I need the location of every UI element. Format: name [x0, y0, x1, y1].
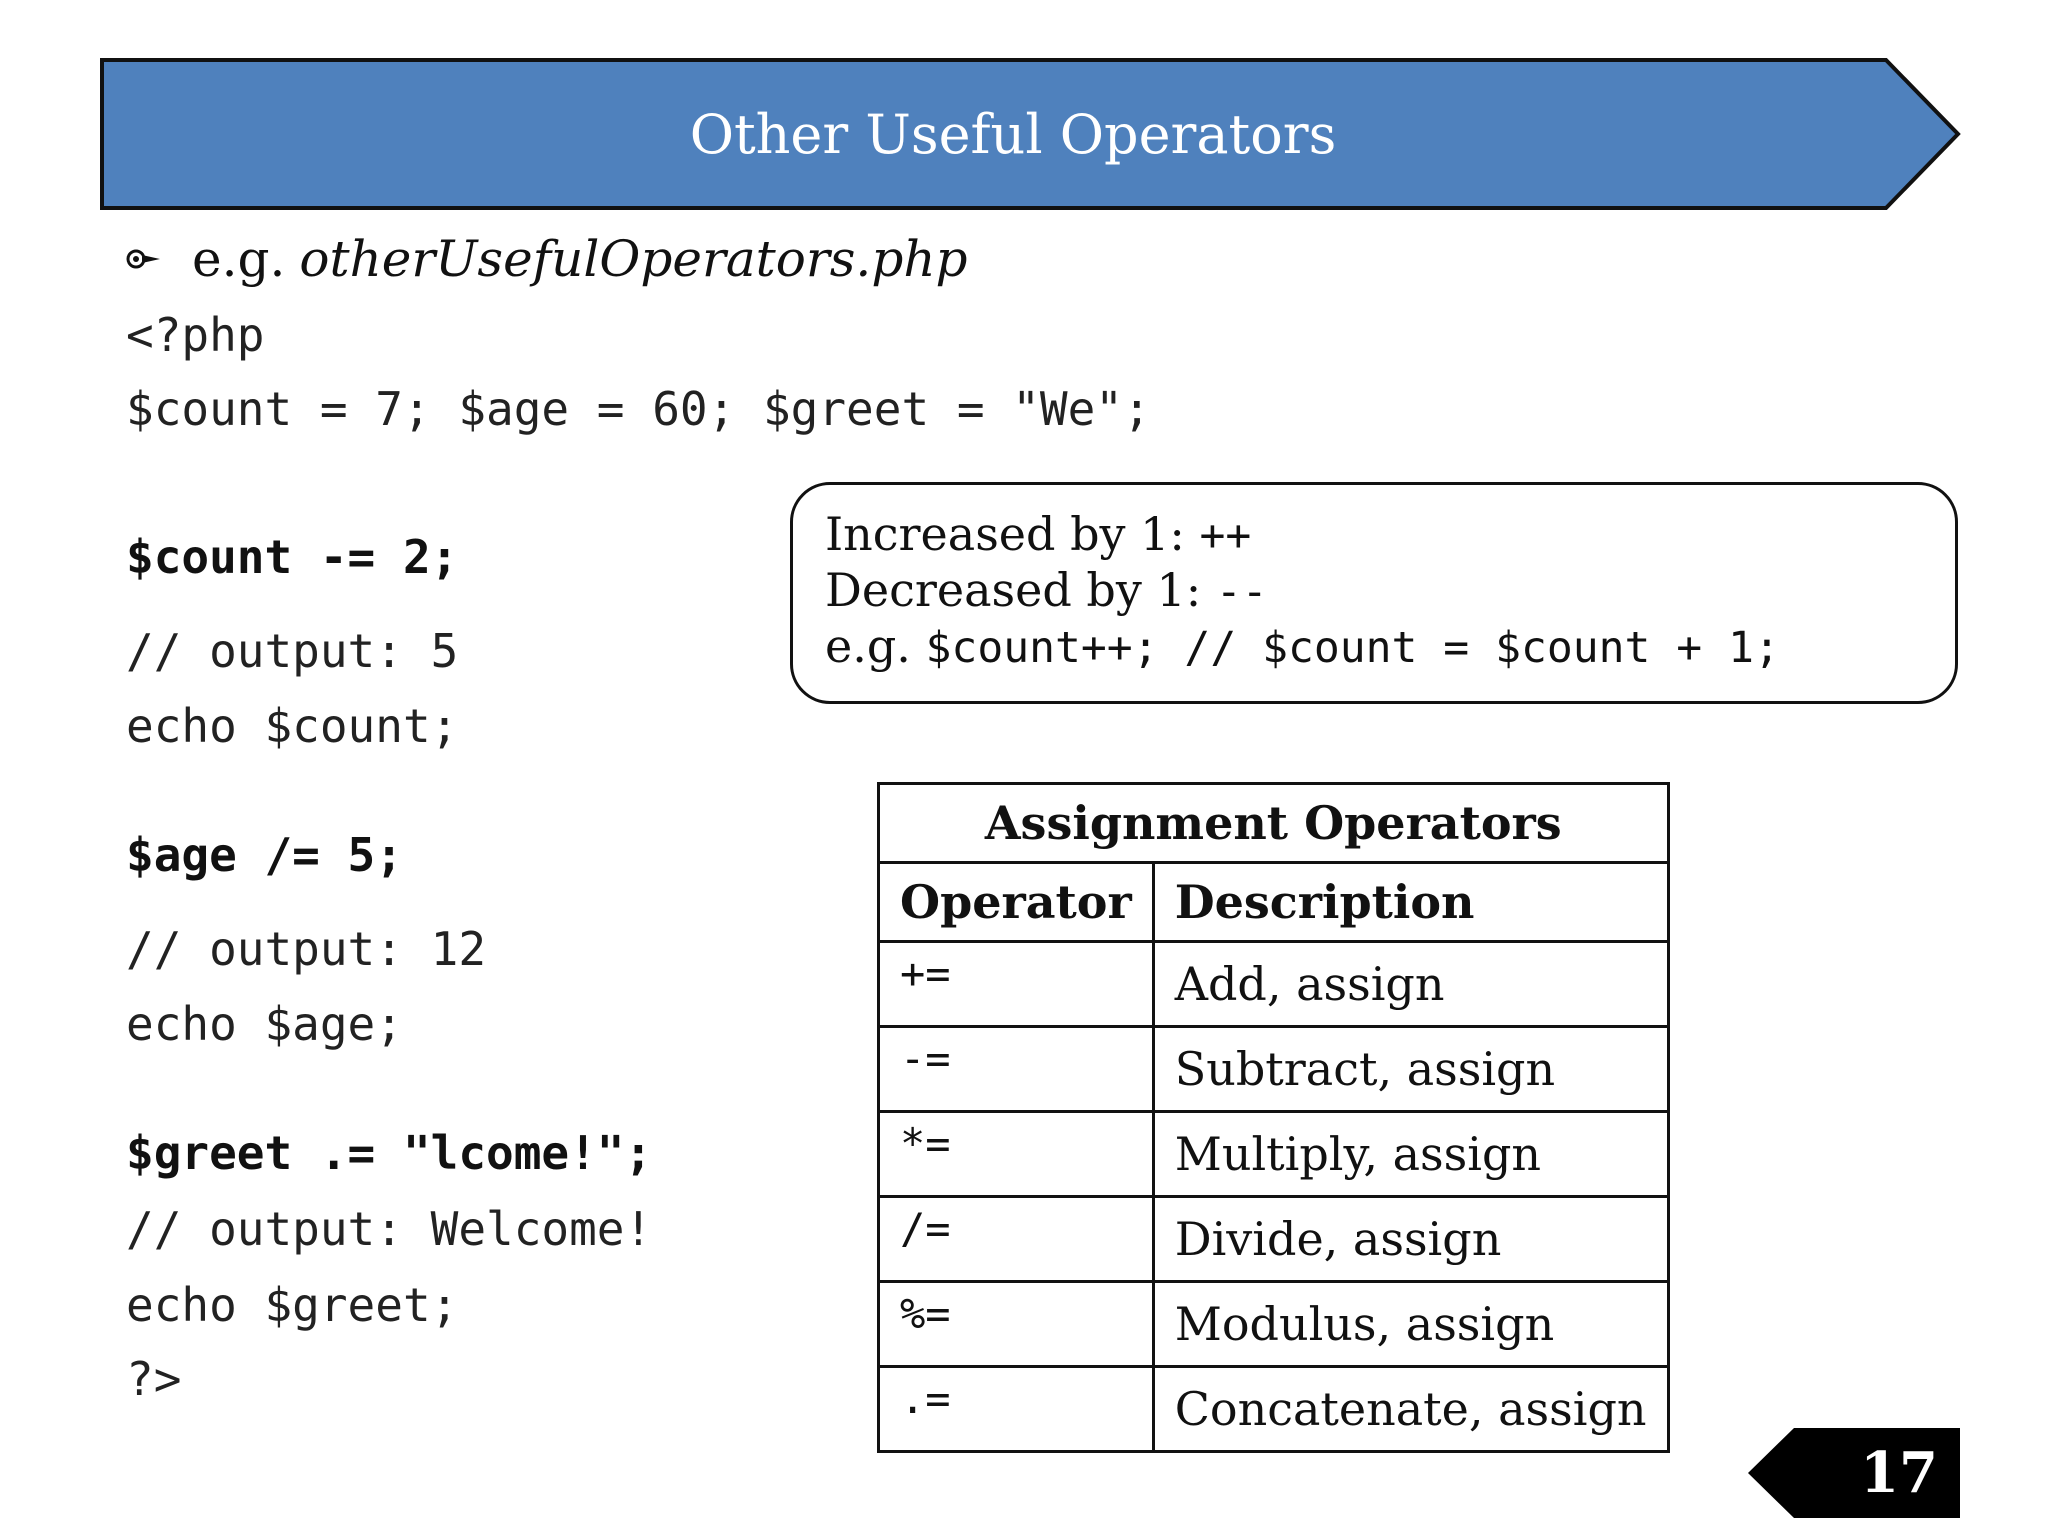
table-row [879, 1112, 1669, 1197]
callout-example-line [825, 619, 1955, 675]
operator-cell: *= [879, 1112, 1154, 1197]
table-header-row [879, 863, 1669, 942]
operator-cell: /= [879, 1197, 1154, 1282]
pen-nib-bullet-icon [126, 244, 162, 274]
callout-increment-text: Increased by 1: [825, 507, 1200, 561]
operator-cell: += [879, 942, 1154, 1027]
code-count-operation: $count -= 2; [126, 530, 459, 584]
code-open-tag: <?php [126, 308, 265, 362]
page-number-badge [1748, 1428, 1960, 1518]
code-greet-operation: $greet .= "lcome!"; [126, 1126, 653, 1180]
description-cell: Divide, assign [1153, 1197, 1668, 1282]
callout-example-prefix: e.g. [825, 619, 926, 673]
callout-increment-code: ++ [1199, 511, 1252, 561]
increment-callout [790, 482, 1958, 704]
code-init-line: $count = 7; $age = 60; $greet = "We"; [126, 382, 1151, 436]
header-operator: Operator [879, 863, 1154, 942]
callout-example-code: $count++; // $count = $count + 1; [925, 623, 1780, 673]
callout-decrement-code: -- [1215, 567, 1268, 617]
description-cell: Add, assign [1153, 942, 1668, 1027]
operator-cell: -= [879, 1027, 1154, 1112]
table-row [879, 1197, 1669, 1282]
code-count-comment: // output: 5 [126, 624, 459, 678]
operator-cell: %= [879, 1282, 1154, 1367]
description-cell: Concatenate, assign [1153, 1367, 1668, 1452]
callout-decrement-text: Decreased by 1: [825, 563, 1216, 617]
slide-title: Other Useful Operators [689, 102, 1337, 166]
code-close-tag: ?> [126, 1352, 182, 1406]
code-age-operation: $age /= 5; [126, 828, 403, 882]
description-cell: Subtract, assign [1153, 1027, 1668, 1112]
table-row [879, 1367, 1669, 1452]
code-age-echo: echo $age; [126, 997, 403, 1051]
callout-decrement-line [825, 563, 1955, 619]
table-caption: Assignment Operators [879, 784, 1669, 863]
assignment-operators-table [877, 782, 1670, 1453]
title-banner [100, 58, 1962, 210]
table-row [879, 1282, 1669, 1367]
code-greet-echo: echo $greet; [126, 1278, 459, 1332]
table-row [879, 942, 1669, 1027]
operator-cell: .= [879, 1367, 1154, 1452]
description-cell: Modulus, assign [1153, 1282, 1668, 1367]
example-line [126, 230, 968, 288]
example-filename: otherUsefulOperators.php [299, 230, 968, 288]
page-number: 17 [1860, 1440, 1938, 1506]
callout-increment-line [825, 507, 1955, 563]
table-row [879, 1027, 1669, 1112]
example-prefix: e.g. [192, 230, 286, 288]
description-cell: Multiply, assign [1153, 1112, 1668, 1197]
code-count-echo: echo $count; [126, 699, 459, 753]
header-description: Description [1153, 863, 1668, 942]
code-age-comment: // output: 12 [126, 922, 487, 976]
table-caption-row [879, 784, 1669, 863]
code-greet-comment: // output: Welcome! [126, 1202, 653, 1256]
